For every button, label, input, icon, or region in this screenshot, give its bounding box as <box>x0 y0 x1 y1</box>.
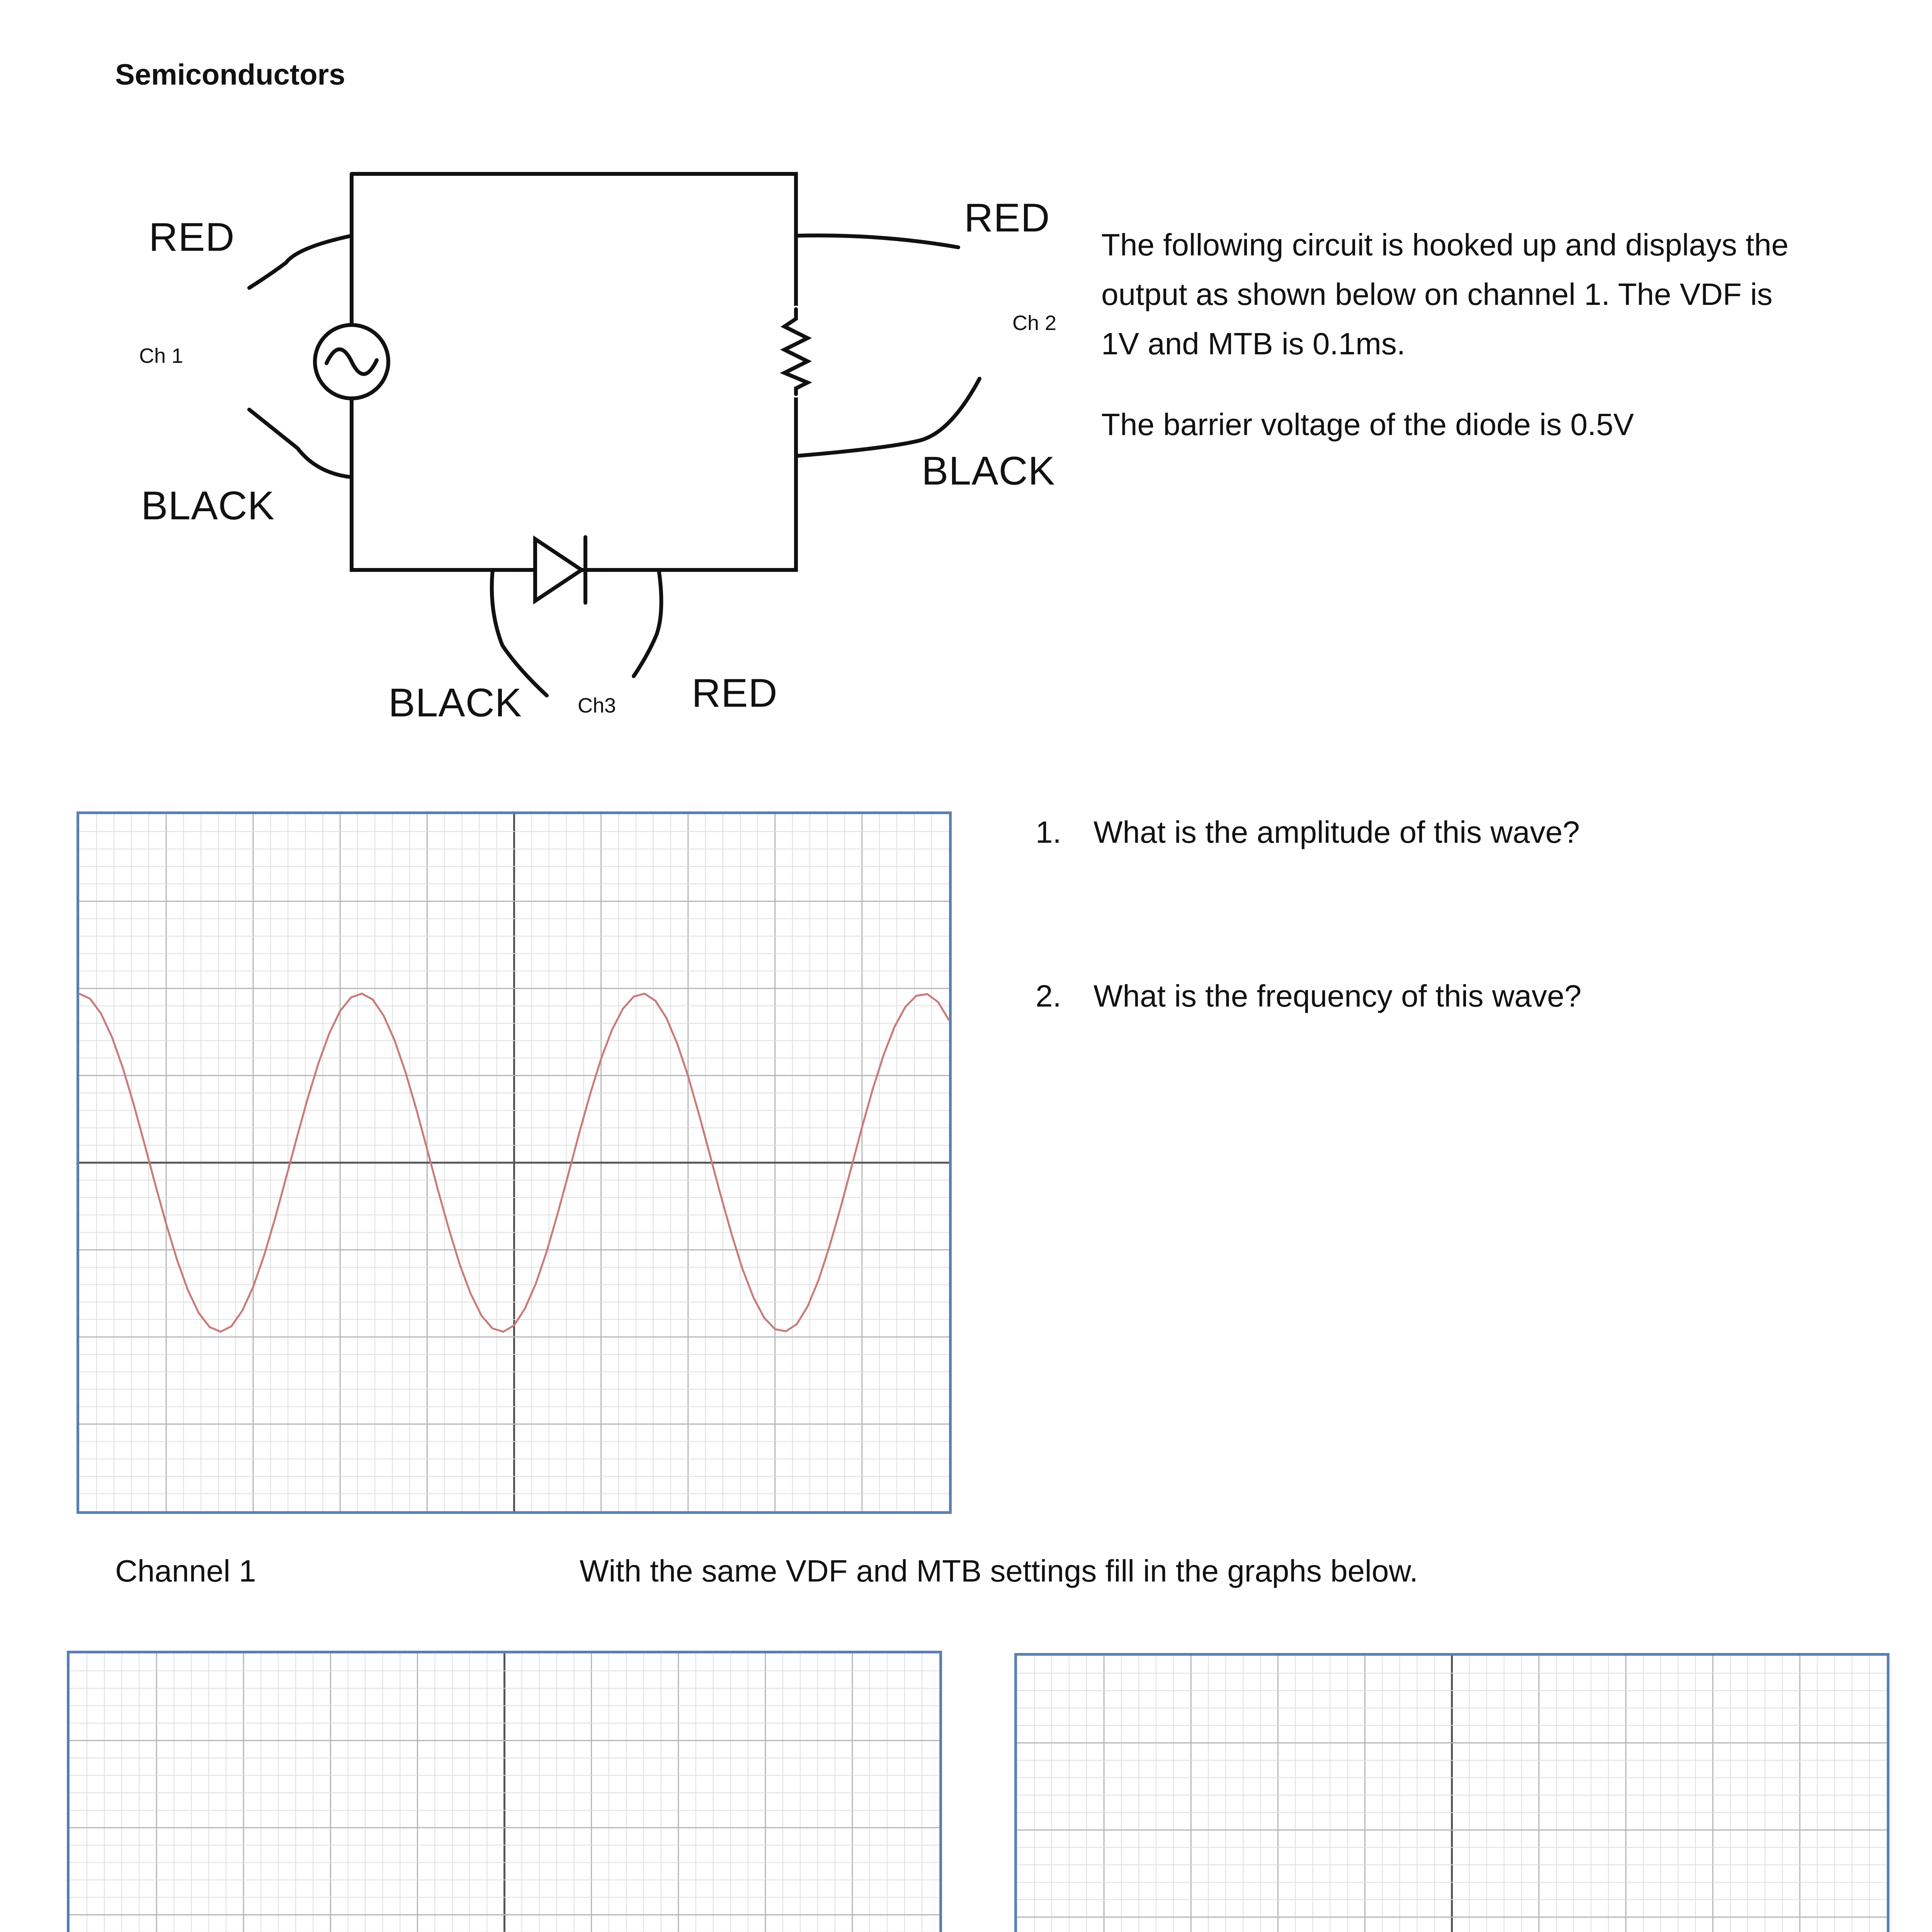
ch3-red-label: RED <box>692 671 778 716</box>
question-2 <box>1036 978 1582 1014</box>
channel1-grid-svg <box>79 814 949 1511</box>
question-1-number: 1. <box>1036 815 1061 849</box>
channel3-graph[interactable] <box>1014 1653 1889 1932</box>
ch1-label: Ch 1 <box>139 344 184 367</box>
ch2-red-lead <box>796 235 958 247</box>
instruction-text: With the same VDF and MTB settings fill in the graphs below. <box>580 1554 1418 1588</box>
channel1-graph <box>77 811 952 1514</box>
question-1-text: What is the amplitude of this wave? <box>1094 815 1580 849</box>
ch1-black-label: BLACK <box>141 483 275 528</box>
question-2-text: What is the frequency of this wave? <box>1094 979 1582 1013</box>
intro-line-3: 1V and MTB is 0.1ms. <box>1101 327 1405 361</box>
ch2-black-lead <box>796 379 980 456</box>
ch2-red-label: RED <box>964 196 1050 240</box>
page-title: Semiconductors <box>115 58 345 91</box>
circuit-frame-wire <box>352 174 796 570</box>
ch3-red-lead <box>634 570 661 676</box>
ch2-label: Ch 2 <box>1012 311 1057 335</box>
barrier-voltage-text: The barrier voltage of the diode is 0.5V <box>1101 407 1634 442</box>
channel2-graph[interactable] <box>67 1651 942 1932</box>
channel3-grid-svg <box>1017 1656 1887 1932</box>
diode-symbol <box>535 539 582 601</box>
intro-line-1: The following circuit is hooked up and displays the <box>1101 228 1789 262</box>
intro-paragraph <box>1101 220 1920 369</box>
channel2-grid-svg <box>70 1653 939 1932</box>
channel1-caption: Channel 1 <box>115 1554 256 1588</box>
ch2-black-label: BLACK <box>922 449 1056 493</box>
question-2-number: 2. <box>1036 979 1061 1013</box>
ch3-black-label: BLACK <box>388 680 522 725</box>
circuit-diagram <box>116 147 1063 765</box>
ch1-black-lead <box>249 410 352 477</box>
ch3-label: Ch3 <box>578 694 616 717</box>
ch1-red-lead <box>249 236 352 288</box>
question-1 <box>1036 815 1580 850</box>
intro-line-2: output as shown below on channel 1. The VDF is <box>1101 277 1773 311</box>
ch1-red-label: RED <box>149 215 235 260</box>
